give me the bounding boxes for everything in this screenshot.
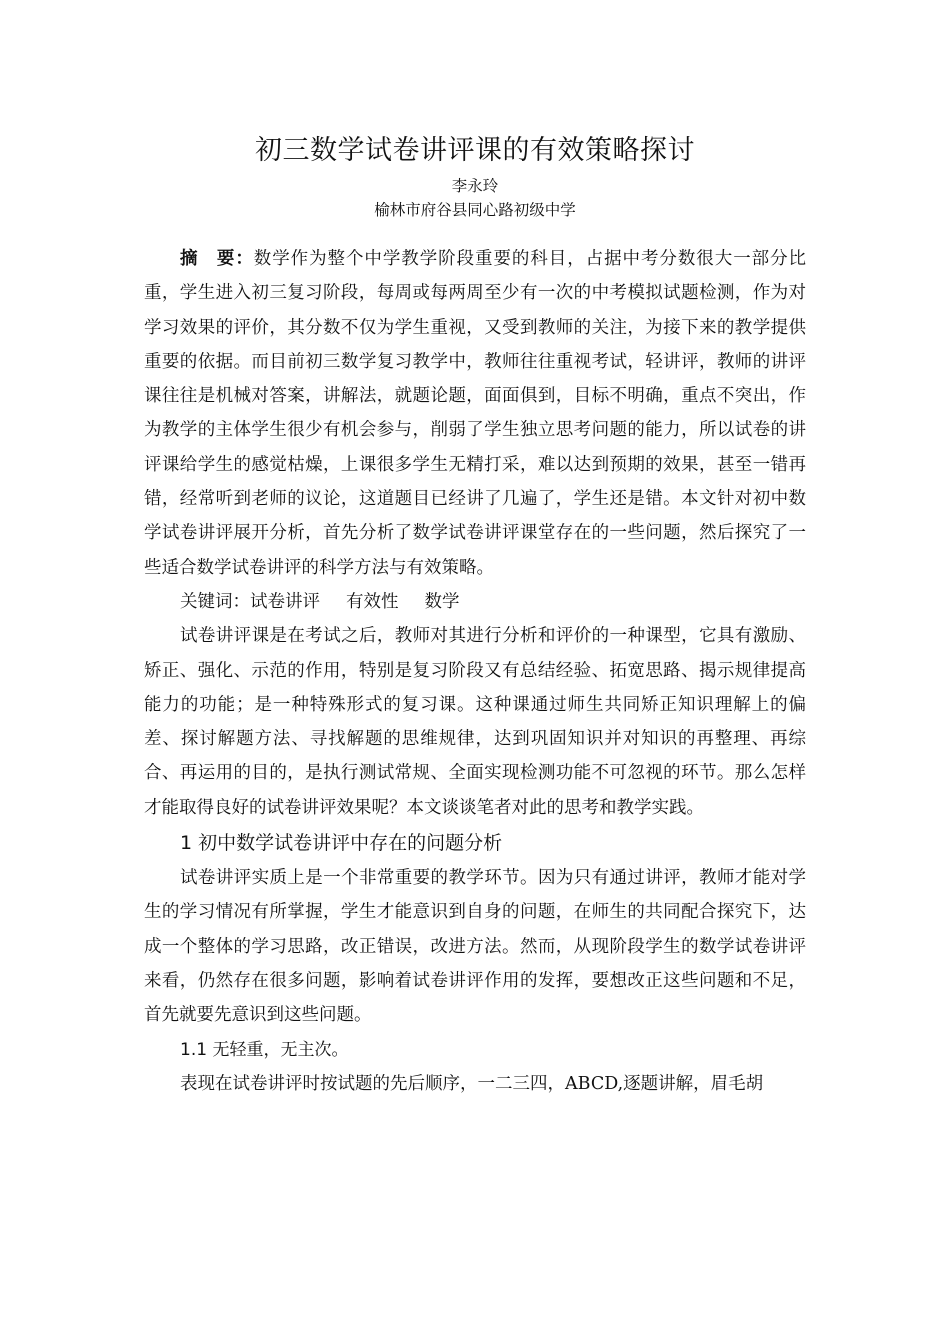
author-name: 李永玲 [451, 177, 499, 195]
keyword-item: 试卷讲评 [250, 591, 320, 612]
abstract-label: 摘 要： [180, 249, 254, 269]
section-paragraph: 试卷讲评实质上是一个非常重要的教学环节。因为只有通过讲评，教师才能对学生的学习情况有所掌握，学生才能意识到自身的问题，在师生的共同配合探究下，达成一个整体的学习思路，改正错误，改进方法。然而，从现阶段学生的数学试卷讲评来看，仍然存在很多问题，影响着试卷讲评作用的发挥，要想改正这些问题和不足，首先就要先意识到这些问题。 [144, 868, 806, 1026]
section-heading: 1 初中数学试卷讲评中存在的问题分析 [180, 832, 503, 855]
keywords [144, 585, 806, 619]
document-content [144, 128, 806, 1101]
abstract [144, 242, 806, 585]
document-title: 初三数学试卷讲评课的有效策略探讨 [255, 135, 695, 166]
keyword-item: 数学 [424, 591, 460, 612]
keyword-item: 有效性 [346, 591, 399, 612]
keywords-label: 关键词： [180, 591, 250, 612]
subsection-heading: 1.1 无轻重，无主次。 [180, 1039, 349, 1060]
subsection-paragraph: 表现在试卷讲评时按试题的先后顺序，一二三四，ABCD,逐题讲解，眉毛胡 [180, 1073, 764, 1094]
intro-paragraph: 试卷讲评课是在考试之后，教师对其进行分析和评价的一种课型，它具有激励、矫正、强化、示范的作用，特别是复习阶段又有总结经验、拓宽思路、揭示规律提高能力的功能；是一种特殊形式的复习课。这种课通过师生共同矫正知识理解上的偏差、探讨解题方法、寻找解题的思维规律，达到巩固知识并对知识的再整理、再综合、再运用的目的，是执行测试常规、全面实现检测功能不可忽视的环节。那么怎样才能取得良好的试卷讲评效果呢？本文谈谈笔者对此的思考和教学实践。 [144, 626, 806, 818]
abstract-text: 数学作为整个中学教学阶段重要的科目，占据中考分数很大一部分比重，学生进入初三复习阶段，每周或每两周至少有一次的中考模拟试题检测，作为对学习效果的评价，其分数不仅为学生重视，又受到教师的关注，为接下来的教学提供重要的依据。而目前初三数学复习教学中，教师往往重视考试，轻讲评，教师的讲评课往往是机械对答案，讲解法，就题论题，面面俱到，目标不明确，重点不突出，作为教学的主体学生很少有机会参与，削弱了学生独立思考问题的能力，所以试卷的讲评课给学生的感觉枯燥，上课很多学生无精打采，难以达到预期的效果，甚至一错再错，经常听到老师的议论，这道题目已经讲了几遍了，学生还是错。本文针对初中数学试卷讲评展开分析，首先分析了数学试卷讲评课堂存在的一些问题，然后探究了一些适合数学试卷讲评的科学方法与有效策略。 [144, 249, 807, 578]
author-affiliation: 榆林市府谷县同心路初级中学 [374, 201, 576, 219]
